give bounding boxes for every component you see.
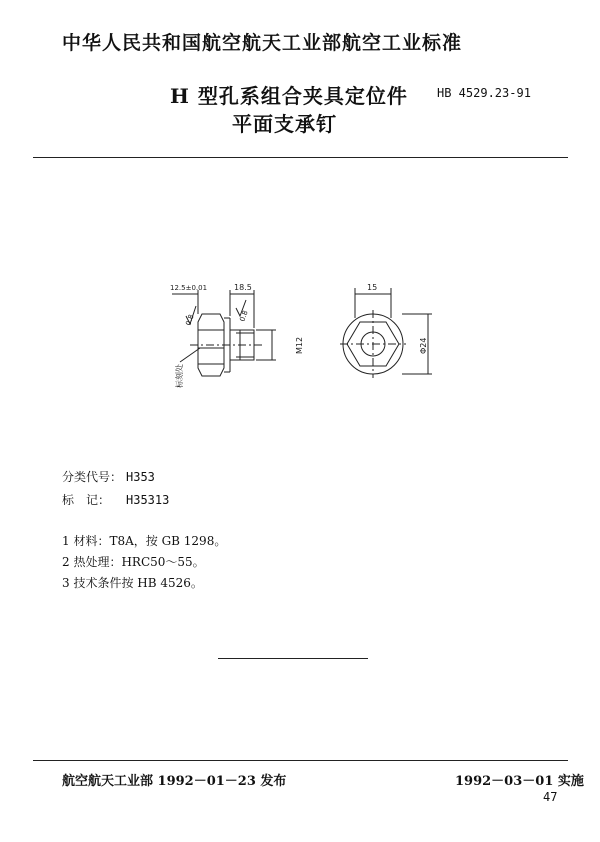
roughness-left: 0.8 — [184, 313, 196, 327]
category-value: H353 — [126, 470, 155, 484]
mark-label: 标 记： — [62, 493, 111, 507]
technical-drawing — [150, 278, 450, 388]
header-divider — [33, 157, 568, 158]
effective-date: 1992－03－01 实施 — [455, 774, 584, 789]
category-label: 分类代号： — [62, 470, 123, 484]
document-title: H 型孔系组合夹具定位件 — [170, 84, 408, 108]
dim-thread: M12 — [295, 336, 304, 354]
issue-date: 航空航天工业部 1992－01－23 发布 — [62, 774, 287, 789]
standard-number: HB 4529.23-91 — [437, 86, 531, 100]
standard-organization: 中华人民共和国航空航天工业部航空工业标准 — [62, 32, 463, 54]
mark-value: H35313 — [126, 493, 170, 507]
category-row — [62, 468, 155, 485]
page-number: 47 — [543, 790, 558, 804]
note-item: 2 热处理：HRC50～55。 — [62, 555, 205, 569]
dim-across-flats: 15 — [367, 283, 378, 292]
dim-head-height: 12.5±0.01 — [170, 284, 208, 292]
note-item: 3 技术条件按 HB 4526。 — [62, 576, 203, 590]
end-divider — [218, 658, 368, 659]
mark-row — [62, 491, 169, 508]
document-subtitle: 平面支承钉 — [232, 112, 337, 136]
dim-total-length: 18.5 — [234, 283, 252, 292]
note-item: 1 材料：T8A，按 GB 1298。 — [62, 534, 227, 548]
roughness-right: 0.8 — [238, 309, 250, 323]
marking-label: 标刻处 — [175, 364, 184, 388]
dim-diameter: Φ24 — [419, 337, 428, 354]
footer-divider — [33, 760, 568, 761]
